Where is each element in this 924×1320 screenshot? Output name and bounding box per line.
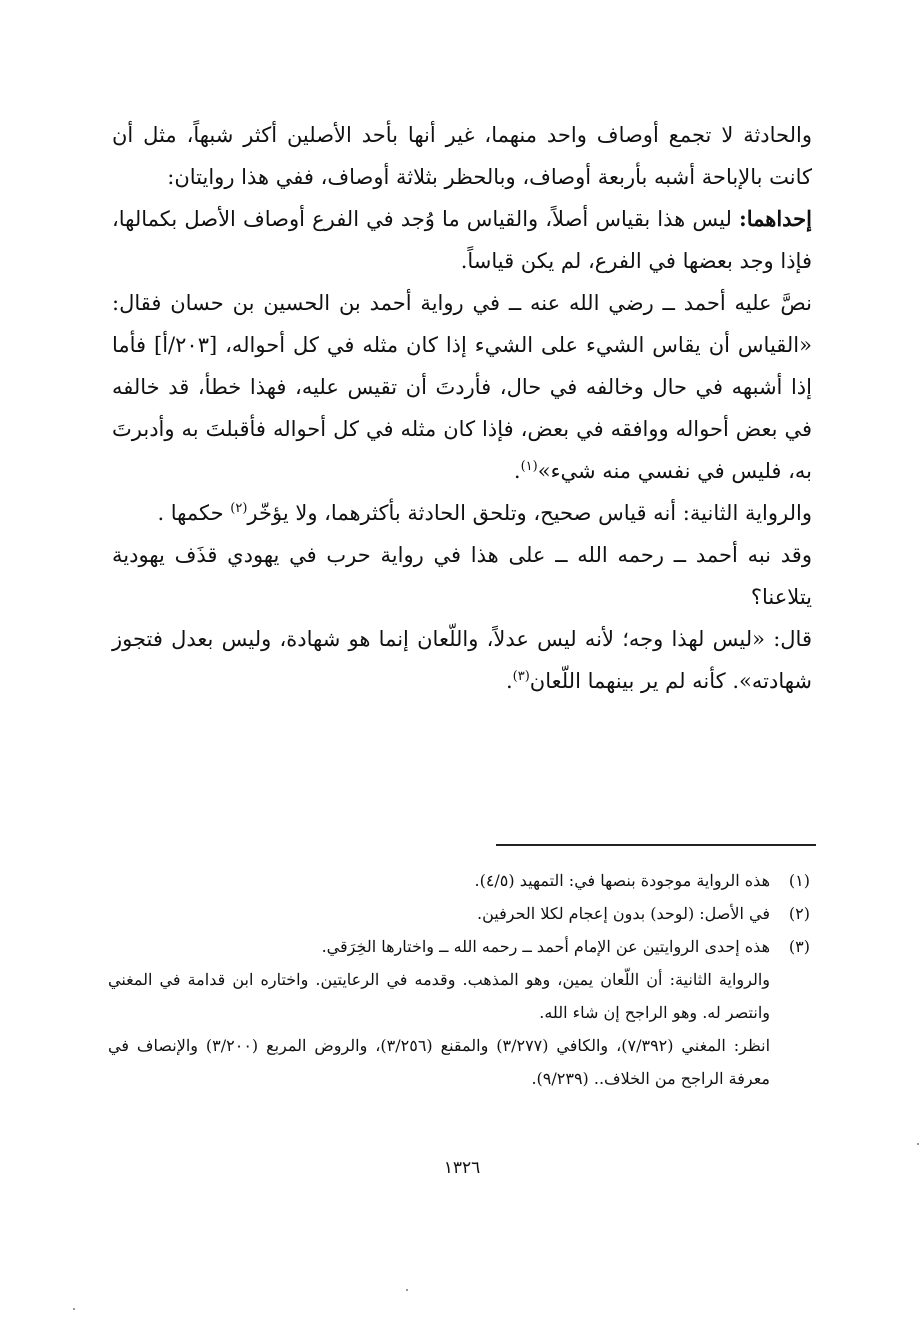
page-number: ١٣٢٦	[443, 1158, 481, 1178]
footnote-number: (٢)	[788, 904, 810, 923]
paragraph-tail: .	[505, 669, 513, 693]
paragraph-tail: .	[513, 459, 521, 483]
scan-speck	[73, 1308, 75, 1310]
footnote	[108, 930, 810, 1095]
footnote-number: (١)	[788, 871, 810, 890]
paragraph-lead: إحداهما:	[738, 206, 812, 231]
footnotes	[108, 864, 810, 1095]
paragraph	[112, 492, 812, 534]
paragraph	[112, 534, 812, 618]
footnote-divider	[496, 844, 816, 846]
paragraph-text: نصَّ عليه أحمد ــ رضي الله عنه ــ في رواية أحمد بن الحسين بن حسان فقال: «القياس أن يقاس الشيء على الشيء إذا كان مثله في كل أحواله، [٢٠٣/أ] فأما إذا أشبهه في حال وخالفه في حال، فأردتَ أن تقيس عليه، فهذا خطأ، قد خالفه في بعض أحواله ووافقه في بعض، فإذا كان مثله في كل أحواله فأقبلتَ به وأدبرتَ به، فليس في نفسي منه شيء»	[112, 291, 812, 483]
paragraph-text: وقد نبه أحمد ــ رحمه الله ــ على هذا في رواية حرب في يهودي قذَف يهودية يتلاعنا؟	[112, 543, 812, 609]
footnote-ref[interactable]: (١)	[520, 459, 538, 474]
footnote-line: هذه الرواية موجودة بنصها في: التمهيد (٤/٥).	[474, 871, 770, 890]
paragraph-text: والحادثة لا تجمع أوصاف واحد منهما، غير أنها بأحد الأصلين أكثر شبهاً، مثل أن كانت بالإباحة أشبه بأربعة أوصاف، وبالحظر بثلاثة أوصاف، ففي هذا روايتان:	[112, 123, 812, 189]
footnote-line: والرواية الثانية: أن اللّعان يمين، وهو المذهب. وقدمه في الرعايتين. واختاره ابن قدامة في المغني وانتصر له. وهو الراجح إن شاء الله.	[108, 970, 770, 1022]
footnote-line: هذه إحدى الروايتين عن الإمام أحمد ــ رحمه الله ــ واختارها الخِرَقي.	[321, 937, 770, 956]
footnote-ref[interactable]: (٣)	[512, 669, 530, 684]
paragraph	[112, 282, 812, 492]
footnote-body	[108, 930, 770, 1095]
paragraph	[112, 198, 812, 282]
footnote-number: (٣)	[788, 937, 810, 956]
paragraph-text: قال: «ليس لهذا وجه؛ لأنه ليس عدلاً، واللّعان إنما هو شهادة، وليس بعدل فتجوز شهادته». كأنه لم ير بينهما اللّعان	[112, 627, 812, 693]
paragraph-tail: حكمها .	[157, 501, 231, 525]
footnote	[108, 864, 810, 897]
paragraph	[112, 114, 812, 198]
paragraph-text: والرواية الثانية: أنه قياس صحيح، وتلحق الحادثة بأكثرهما، ولا يؤخّر	[247, 501, 812, 525]
paragraph	[112, 618, 812, 702]
scan-speck	[406, 1289, 408, 1291]
scan-speck	[917, 1143, 919, 1145]
footnote-ref[interactable]: (٢)	[230, 501, 248, 516]
paragraph-text: ليس هذا بقياس أصلاً، والقياس ما وُجد في الفرع أوصاف الأصل بكمالها، فإذا وجد بعضها في الفرع، لم يكن قياساً.	[112, 207, 812, 273]
footnote	[108, 897, 810, 930]
main-text	[112, 114, 812, 702]
footnote-line: في الأصل: (لوحد) بدون إعجام لكلا الحرفين.	[477, 904, 770, 923]
footnote-body	[108, 897, 770, 930]
footnote-line: انظر: المغني (٧/٣٩٢)، والكافي (٣/٢٧٧) والمقنع (٣/٢٥٦)، والروض المربع (٣/٢٠٠) والإنصاف في معرفة الراجح من الخلاف.. (٩/٢٣٩).	[108, 1036, 771, 1088]
footnote-body	[108, 864, 770, 897]
